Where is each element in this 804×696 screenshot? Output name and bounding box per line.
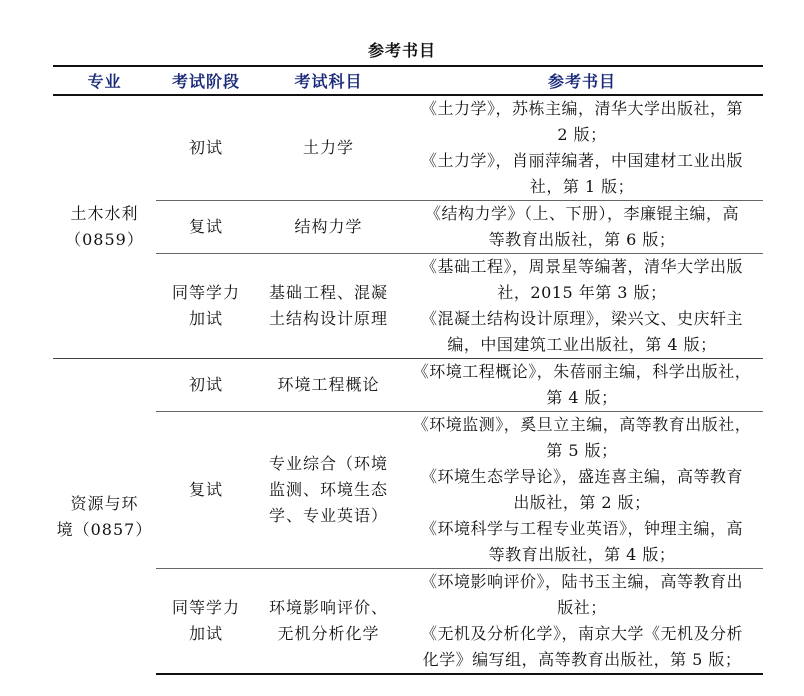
subject-cell [256, 254, 401, 359]
table-row [53, 95, 763, 201]
subject-line: 土结构设计原理 [268, 309, 388, 328]
stage-line: 初试 [188, 138, 223, 157]
book-line: 《土力学》，肖丽萍编著，中国建材工业出版 [420, 151, 743, 170]
book-line: 《无机及分析化学》，南京大学《无机及分析 [420, 624, 743, 643]
table-row [53, 359, 763, 412]
book-line: 等教育出版社，第 4 版； [488, 545, 676, 564]
books-cell [401, 359, 763, 412]
subject-cell [256, 569, 401, 675]
stage-cell [156, 254, 256, 359]
book-line: 《环境生态学导论》，盛连喜主编，高等教育 [420, 467, 743, 486]
book-line: 第 5 版； [546, 441, 618, 460]
stage-line: 加试 [188, 309, 223, 328]
table-header-row [53, 66, 763, 95]
subject-line: 学、专业英语） [268, 506, 388, 525]
major-line: （0859） [65, 230, 144, 249]
book-line: 化学》编写组，高等教育出版社，第 5 版； [422, 650, 742, 669]
reference-books-table [53, 65, 763, 675]
book-line: 《基础工程》，周景星等编著，清华大学出版 [420, 257, 743, 276]
books-cell [401, 95, 763, 201]
subject-line: 土力学 [302, 138, 354, 157]
major-line: 资源与环 [70, 493, 139, 513]
table-caption: 参考书目 [367, 41, 436, 60]
book-line: 2 版； [557, 125, 607, 144]
table-row [53, 254, 763, 359]
subject-line: 环境工程概论 [277, 375, 380, 394]
header-books: 参考书目 [401, 66, 763, 95]
subject-line: 专业综合（环境 [268, 454, 388, 473]
table-row [53, 412, 763, 569]
book-line: 社，第 1 版； [529, 177, 635, 196]
table-row [53, 569, 763, 675]
stage-line: 同等学力 [171, 598, 240, 617]
stage-line: 加试 [188, 624, 223, 643]
subject-line: 结构力学 [294, 217, 363, 236]
book-line: 《混凝土结构设计原理》，梁兴文、史庆轩主 [420, 309, 743, 328]
stage-cell [156, 412, 256, 569]
stage-line: 复试 [188, 480, 223, 499]
book-line: 社，2015 年第 3 版； [497, 283, 667, 302]
stage-line: 复试 [188, 217, 223, 236]
book-line: 编，中国建筑工业出版社，第 4 版； [447, 335, 717, 354]
books-cell [401, 569, 763, 675]
books-cell [401, 412, 763, 569]
book-line: 版社； [557, 598, 607, 617]
stage-cell [156, 95, 256, 201]
stage-cell [156, 359, 256, 412]
book-line: 《结构力学》（上、下册），李廉锟主编，高 [424, 204, 739, 223]
subject-cell [256, 95, 401, 201]
book-line: 《环境监测》，奚旦立主编，高等教育出版社， [412, 415, 752, 434]
subject-line: 无机分析化学 [277, 624, 380, 643]
subject-cell [256, 359, 401, 412]
stage-cell [156, 569, 256, 675]
major-line: 土木水利 [70, 204, 139, 223]
subject-cell [256, 412, 401, 569]
header-subject: 考试科目 [256, 66, 401, 95]
stage-line: 同等学力 [171, 283, 240, 302]
books-cell [401, 201, 763, 254]
major-line: 境（0857） [56, 519, 153, 539]
subject-line: 环境影响评价、 [268, 598, 388, 617]
stage-cell [156, 201, 256, 254]
book-line: 《土力学》，苏栋主编，清华大学出版社，第 [420, 99, 743, 118]
subject-line: 基础工程、混凝 [268, 283, 388, 302]
book-line: 《环境影响评价》，陆书玉主编，高等教育出 [420, 572, 743, 591]
stage-line: 初试 [188, 375, 223, 394]
book-line: 《环境科学与工程专业英语》，钟理主编，高 [420, 519, 743, 538]
table-row [53, 201, 763, 254]
header-major: 专业 [53, 66, 156, 95]
major-cell [53, 359, 156, 675]
book-line: 等教育出版社，第 6 版； [488, 230, 676, 249]
major-cell [53, 95, 156, 359]
book-line: 出版社，第 2 版； [513, 493, 651, 512]
subject-line: 监测、环境生态 [268, 480, 388, 499]
subject-cell [256, 201, 401, 254]
header-stage: 考试阶段 [156, 66, 256, 95]
book-line: 《环境工程概论》，朱蓓丽主编，科学出版社， [412, 362, 752, 381]
books-cell [401, 254, 763, 359]
book-line: 第 4 版； [546, 388, 618, 407]
